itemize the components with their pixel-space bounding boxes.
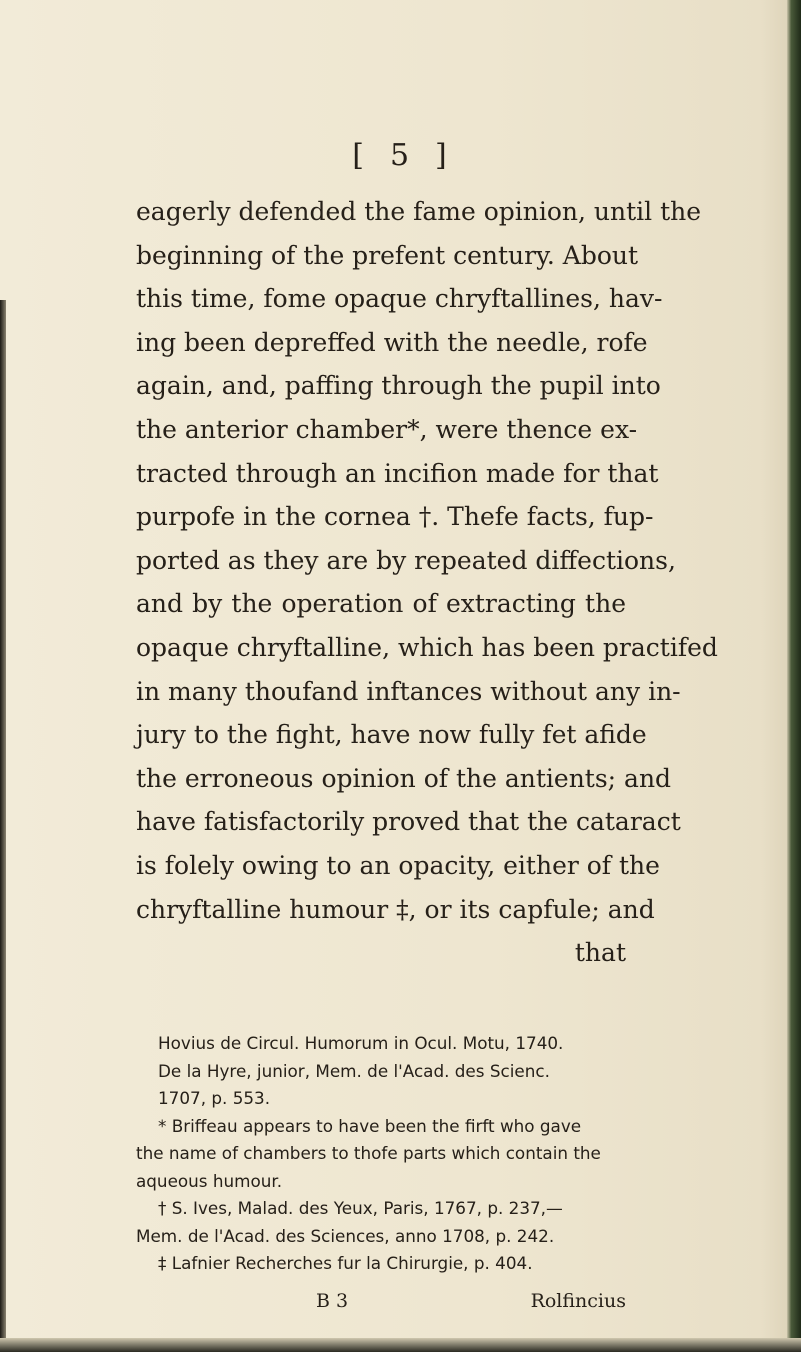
text-line: have fatisfactorily proved that the cataract bbox=[136, 807, 681, 837]
header-bracket-open: [ bbox=[352, 138, 366, 173]
footnotes bbox=[136, 1030, 626, 1278]
text-line: opaque chryftalline, which has been practifed bbox=[136, 632, 718, 662]
text-line: eagerly defended the fame opinion, until the bbox=[136, 197, 702, 226]
footnote-line: aqueous humour. bbox=[136, 1170, 283, 1191]
text-line: the anterior chamber*, were thence ex- bbox=[136, 414, 638, 444]
footnote-line: Mem. de l'Acad. des Sciences, anno 1708, p. 242. bbox=[136, 1225, 555, 1246]
page-number: 5 bbox=[389, 138, 412, 173]
text-line: the erroneous opinion of the antients; and bbox=[136, 763, 672, 793]
text-line: purpofe in the cornea †. Thefe facts, fup- bbox=[136, 502, 654, 532]
text-line: jury to the fight, have now fully fet afide bbox=[136, 720, 647, 750]
text-line-final: that bbox=[574, 938, 626, 968]
text-line: again, and, paffing through the pupil into bbox=[136, 371, 661, 401]
text-line: chryftalline humour ‡, or its capfule; and bbox=[136, 894, 655, 924]
page-edge-bottom bbox=[0, 1338, 801, 1352]
text-line: and by the operation of extracting the bbox=[136, 589, 626, 619]
text-line: this time, fome opaque chryftallines, hav- bbox=[136, 284, 663, 314]
footnote-line: † S. Ives, Malad. des Yeux, Paris, 1767, p. 237,— bbox=[158, 1198, 563, 1218]
page-header bbox=[0, 138, 801, 173]
text-line: beginning of the prefent century. About bbox=[136, 240, 639, 270]
text-line: in many thoufand inftances without any in- bbox=[136, 676, 681, 706]
text-line: ported as they are by repeated diffections, bbox=[136, 545, 676, 575]
footnote-line: * Briffeau appears to have been the firft who gave bbox=[158, 1115, 582, 1136]
signature-mark: B 3 bbox=[316, 1290, 349, 1312]
main-text bbox=[136, 190, 718, 975]
footnote-line: the name of chambers to thofe parts which contain the bbox=[136, 1143, 601, 1163]
catchword: Rolfincius bbox=[530, 1290, 626, 1312]
header-bracket-close: ] bbox=[435, 138, 449, 173]
text-line: ing been depreffed with the needle, rofe bbox=[136, 327, 648, 357]
footnote-line: De la Hyre, junior, Mem. de l'Acad. des Scienc. bbox=[158, 1060, 550, 1081]
text-line: is folely owing to an opacity, either of the bbox=[136, 850, 660, 880]
footnote-line: ‡ Lafnier Recherches fur la Chirurgie, p. 404. bbox=[158, 1253, 533, 1273]
footnote-line: Hovius de Circul. Humorum in Ocul. Motu, 1740. bbox=[158, 1033, 564, 1053]
page-edge-left bbox=[0, 300, 6, 1352]
page-edge-right bbox=[787, 0, 801, 1352]
text-line: tracted through an incifion made for that bbox=[136, 458, 659, 488]
footnote-line: 1707, p. 553. bbox=[158, 1088, 271, 1108]
